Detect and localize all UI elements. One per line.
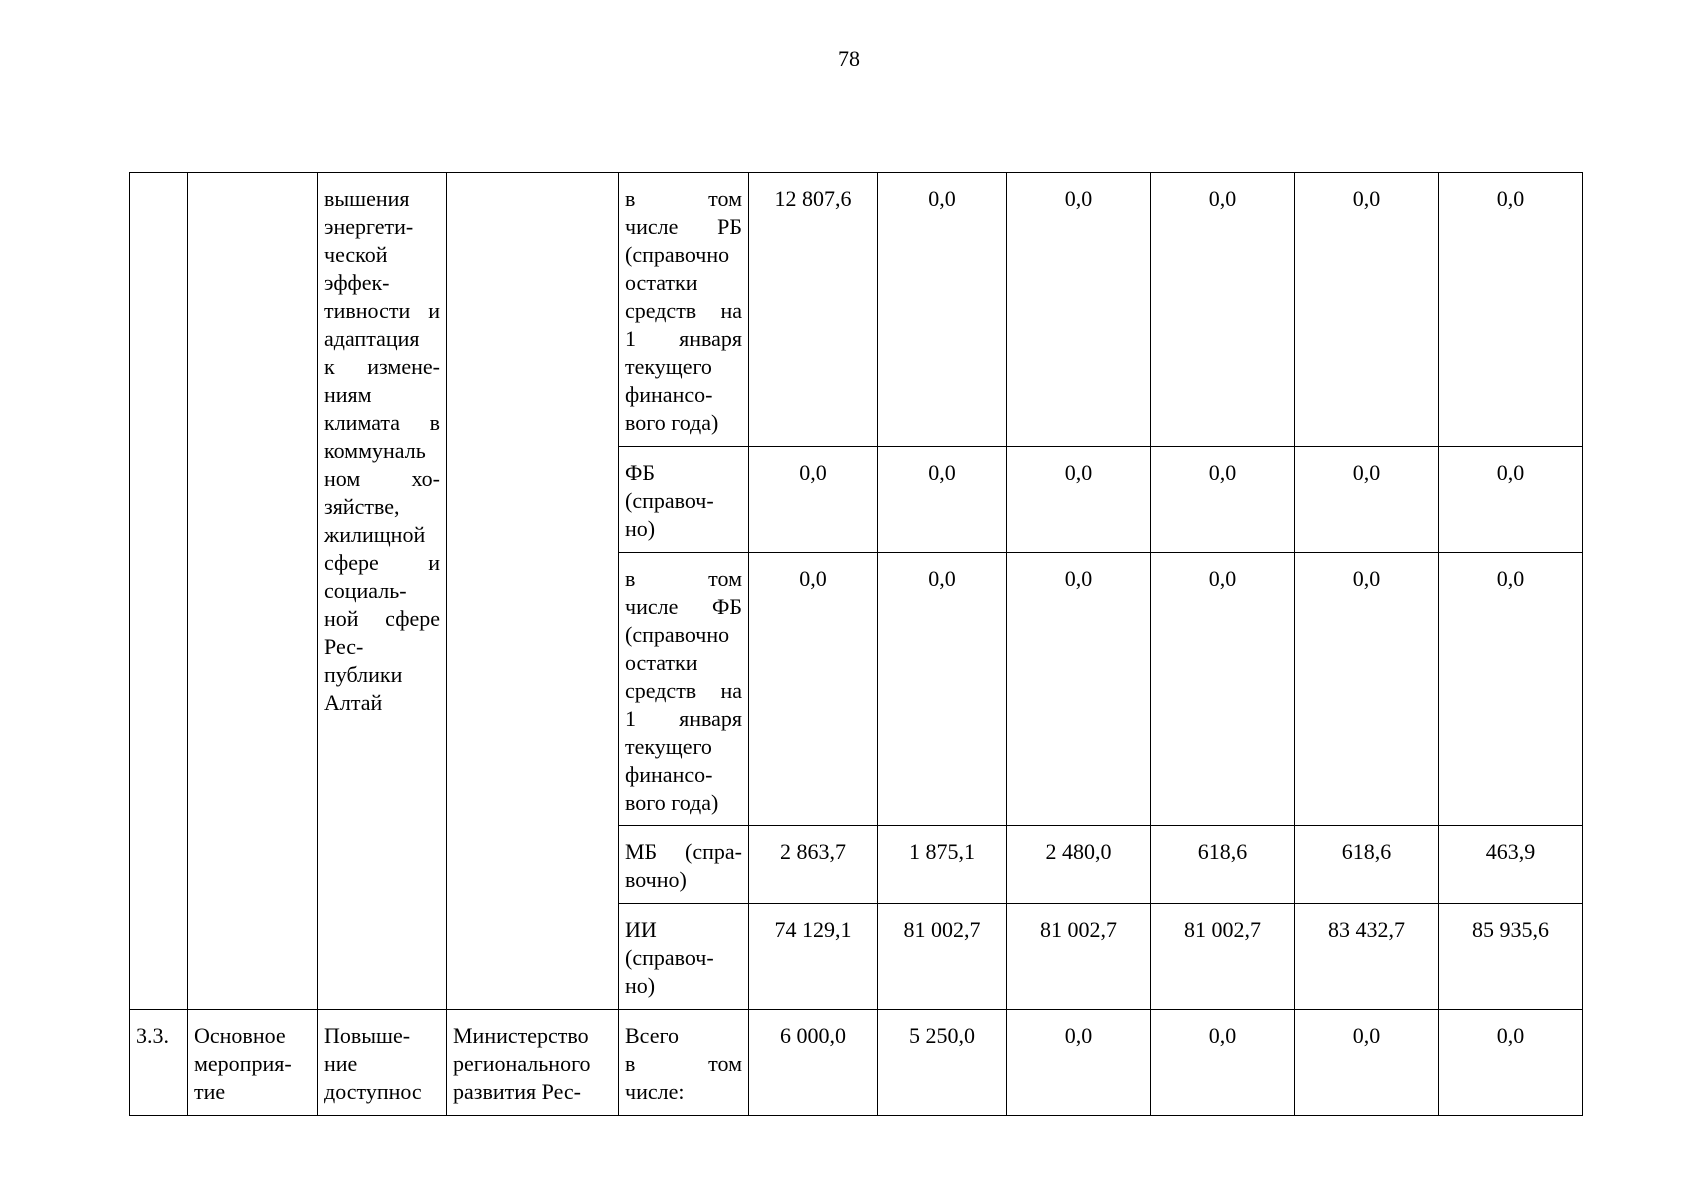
cell-text-line: Министерство bbox=[453, 1023, 589, 1048]
table-row bbox=[130, 173, 1583, 447]
value-cell: 74 129,1 bbox=[749, 904, 878, 1010]
cell-text-line: но) bbox=[625, 973, 656, 998]
cell-text-line: текущего bbox=[625, 734, 712, 759]
value-cell: 0,0 bbox=[1295, 553, 1439, 826]
value-cell: 0,0 bbox=[1007, 553, 1151, 826]
funding-source-cell bbox=[619, 447, 749, 553]
value-cell: 0,0 bbox=[1439, 447, 1583, 553]
cell-text-line: в том bbox=[625, 566, 742, 591]
cell-text-line: Основное bbox=[194, 1023, 286, 1048]
value-cell: 0,0 bbox=[1007, 447, 1151, 553]
value-cell: 0,0 bbox=[749, 553, 878, 826]
cell-text-line: МБ (спра- bbox=[625, 839, 742, 864]
value-cell: 85 935,6 bbox=[1439, 904, 1583, 1010]
value-cell: 0,0 bbox=[1439, 173, 1583, 447]
value-cell: 0,0 bbox=[878, 553, 1007, 826]
cell-text-line: остатки bbox=[625, 650, 698, 675]
value-cell: 0,0 bbox=[1007, 173, 1151, 447]
cell-text-line: числе: bbox=[625, 1079, 685, 1104]
responsible-cell bbox=[447, 1010, 619, 1116]
cell-text-line: зяйстве, bbox=[324, 494, 400, 519]
cell-text-line: числе ФБ bbox=[625, 594, 742, 619]
value-cell: 5 250,0 bbox=[878, 1010, 1007, 1116]
value-cell: 2 863,7 bbox=[749, 826, 878, 904]
cell-text-line: Всего bbox=[625, 1023, 679, 1048]
cell-text-line: 1 января bbox=[625, 326, 742, 351]
budget-table bbox=[129, 172, 1583, 1116]
value-cell: 0,0 bbox=[1439, 553, 1583, 826]
funding-source-cell bbox=[619, 173, 749, 447]
value-cell: 0,0 bbox=[1295, 173, 1439, 447]
cell-text-line: средств на bbox=[625, 298, 742, 323]
item-name-cell bbox=[318, 173, 447, 1010]
cell-text-line: вочно) bbox=[625, 867, 687, 892]
cell-text-line: (справоч- bbox=[625, 945, 714, 970]
cell-text-line: тивности и bbox=[324, 298, 440, 323]
value-cell: 0,0 bbox=[1295, 447, 1439, 553]
cell-text-line: к измене- bbox=[324, 354, 440, 379]
responsible-cell bbox=[447, 173, 619, 1010]
cell-text-line: ной сфере bbox=[324, 606, 440, 631]
cell-text-line: текущего bbox=[625, 354, 712, 379]
value-cell: 12 807,6 bbox=[749, 173, 878, 447]
cell-text-line: Повыше- bbox=[324, 1023, 411, 1048]
cell-text-line: (справоч- bbox=[625, 488, 714, 513]
cell-text-line: доступнос bbox=[324, 1079, 422, 1104]
cell-text-line: адаптация bbox=[324, 326, 420, 351]
cell-text-line: финансо- bbox=[625, 382, 713, 407]
cell-text-line: ИИ bbox=[625, 917, 657, 942]
cell-text-line: ческой bbox=[324, 242, 388, 267]
item-number-cell bbox=[130, 173, 188, 1010]
cell-text-line: сфере и bbox=[324, 550, 440, 575]
cell-text-line: энергети- bbox=[324, 214, 414, 239]
value-cell: 81 002,7 bbox=[1007, 904, 1151, 1010]
cell-text-line: публики bbox=[324, 662, 403, 687]
value-cell: 0,0 bbox=[1295, 1010, 1439, 1116]
cell-text-line: числе РБ bbox=[625, 214, 742, 239]
cell-text-line: жилищной bbox=[324, 522, 426, 547]
table-row bbox=[130, 1010, 1583, 1116]
item-number-cell: 3.3. bbox=[130, 1010, 188, 1116]
cell-text-line: (справочно bbox=[625, 242, 730, 267]
cell-text-line: в том bbox=[625, 186, 742, 211]
cell-text-line: остатки bbox=[625, 270, 698, 295]
cell-text-line: социаль- bbox=[324, 578, 407, 603]
value-cell: 81 002,7 bbox=[878, 904, 1007, 1010]
cell-text-line: регионального bbox=[453, 1051, 591, 1076]
funding-source-cell bbox=[619, 904, 749, 1010]
cell-text-line: ном хо- bbox=[324, 466, 440, 491]
cell-text-line: Алтай bbox=[324, 690, 383, 715]
cell-text-line: климата в bbox=[324, 410, 440, 435]
cell-text-line: но) bbox=[625, 516, 656, 541]
value-cell: 0,0 bbox=[1151, 447, 1295, 553]
value-cell: 618,6 bbox=[1295, 826, 1439, 904]
cell-text-line: ФБ bbox=[625, 460, 656, 485]
cell-text-line: 1 января bbox=[625, 706, 742, 731]
value-cell: 0,0 bbox=[878, 173, 1007, 447]
cell-text-line: ние bbox=[324, 1051, 358, 1076]
item-type-cell bbox=[188, 173, 318, 1010]
cell-text-line: (справочно bbox=[625, 622, 730, 647]
item-name-cell bbox=[318, 1010, 447, 1116]
cell-text-line: финансо- bbox=[625, 762, 713, 787]
value-cell: 0,0 bbox=[1151, 553, 1295, 826]
cell-text-line: вого года) bbox=[625, 410, 719, 435]
funding-source-cell bbox=[619, 826, 749, 904]
cell-text-line: коммуналь bbox=[324, 438, 426, 463]
value-cell: 0,0 bbox=[749, 447, 878, 553]
cell-text-line: мероприя- bbox=[194, 1051, 292, 1076]
cell-text-line: средств на bbox=[625, 678, 742, 703]
value-cell: 0,0 bbox=[1007, 1010, 1151, 1116]
value-cell: 0,0 bbox=[1151, 1010, 1295, 1116]
value-cell: 2 480,0 bbox=[1007, 826, 1151, 904]
value-cell: 1 875,1 bbox=[878, 826, 1007, 904]
value-cell: 0,0 bbox=[1439, 1010, 1583, 1116]
value-cell: 618,6 bbox=[1151, 826, 1295, 904]
cell-text-line: ниям bbox=[324, 382, 372, 407]
value-cell: 6 000,0 bbox=[749, 1010, 878, 1116]
cell-text-line: Рес- bbox=[324, 634, 364, 659]
cell-text-line: вого года) bbox=[625, 790, 719, 815]
funding-source-cell bbox=[619, 553, 749, 826]
value-cell: 463,9 bbox=[1439, 826, 1583, 904]
funding-source-cell bbox=[619, 1010, 749, 1116]
cell-text-line: развития Рес- bbox=[453, 1079, 581, 1104]
value-cell: 0,0 bbox=[1151, 173, 1295, 447]
value-cell: 83 432,7 bbox=[1295, 904, 1439, 1010]
cell-text-line: тие bbox=[194, 1079, 226, 1104]
cell-text-line: вышения bbox=[324, 186, 410, 211]
item-type-cell bbox=[188, 1010, 318, 1116]
value-cell: 0,0 bbox=[878, 447, 1007, 553]
cell-text-line: эффек- bbox=[324, 270, 390, 295]
page-number: 78 bbox=[838, 46, 860, 71]
value-cell: 81 002,7 bbox=[1151, 904, 1295, 1010]
cell-text-line: в том bbox=[625, 1051, 742, 1076]
